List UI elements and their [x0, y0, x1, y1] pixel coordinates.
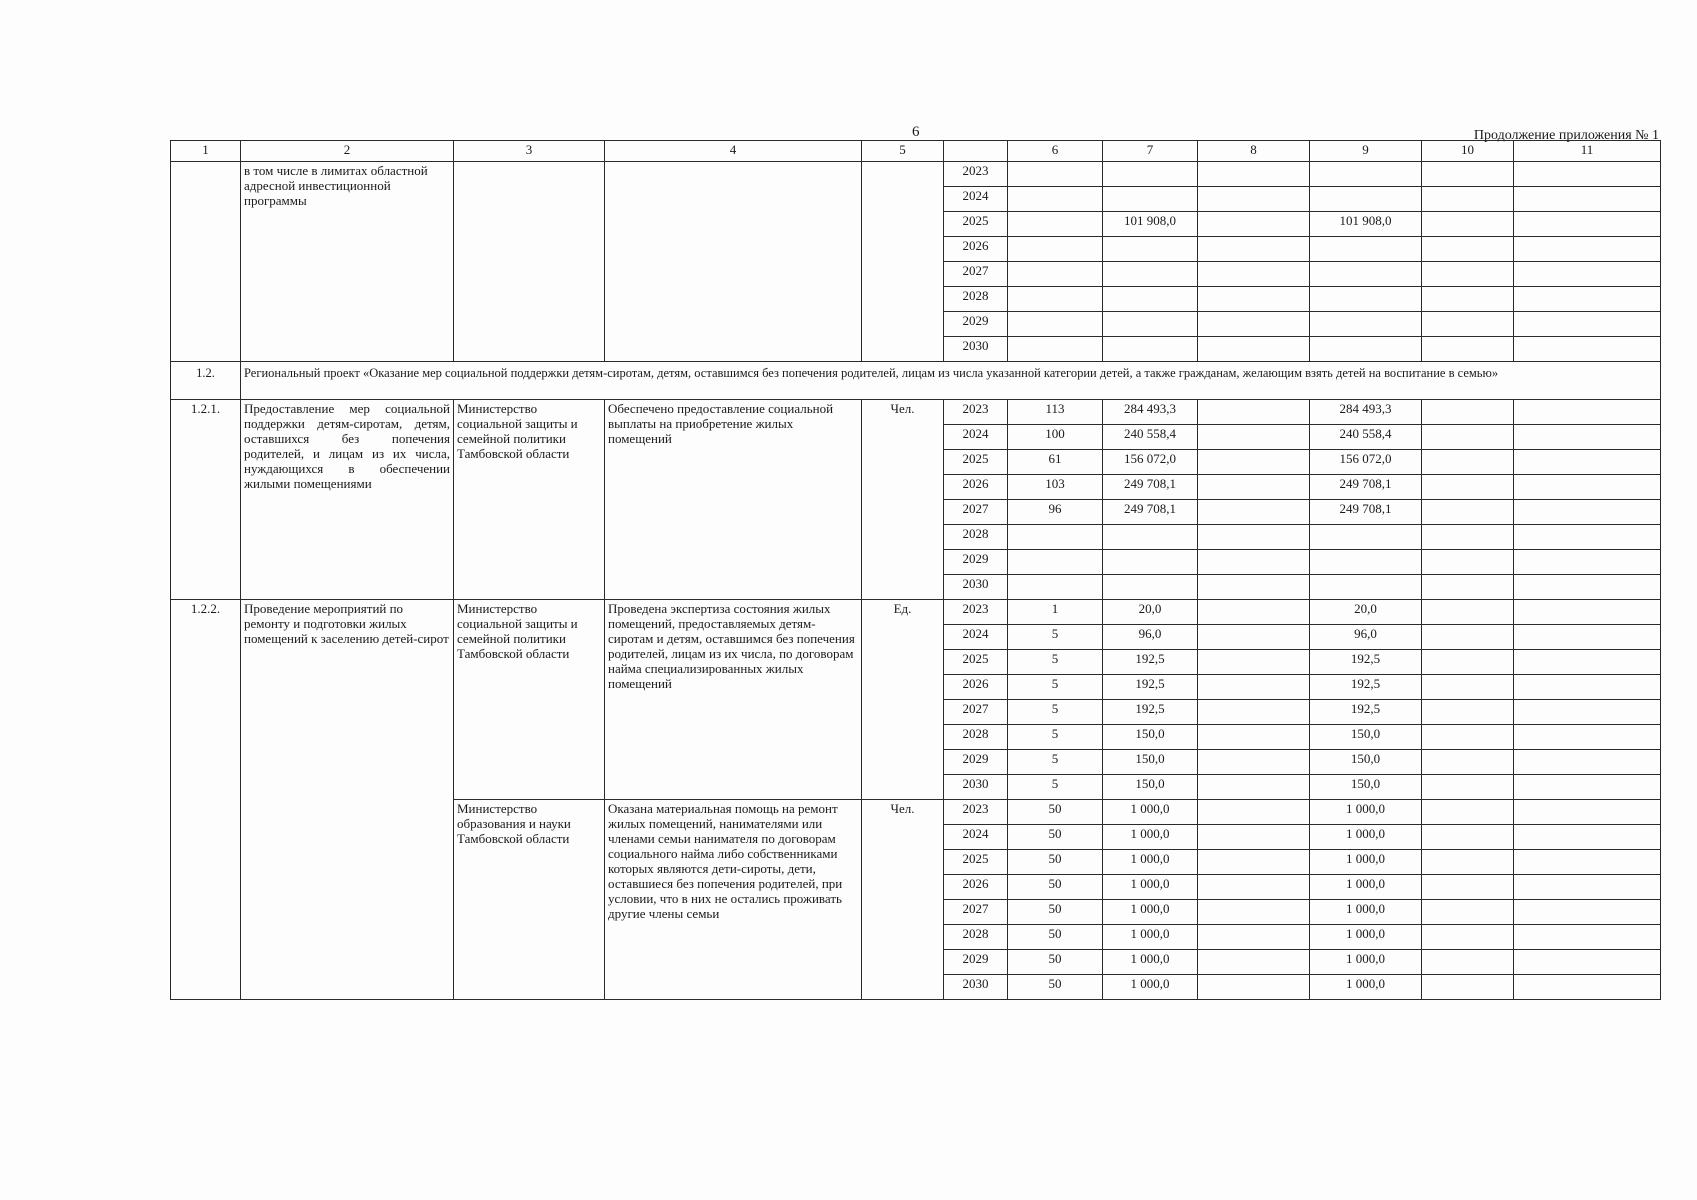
- indicator-value-cell: 50: [1008, 900, 1103, 925]
- other-funding-cell: [1514, 475, 1661, 500]
- federal-funding-cell: [1198, 162, 1310, 187]
- indicator-value-cell: 5: [1008, 700, 1103, 725]
- local-funding-cell: [1422, 500, 1514, 525]
- regional-funding-cell: [1310, 312, 1422, 337]
- year-cell: 2029: [944, 312, 1008, 337]
- indicator-value-cell: 5: [1008, 775, 1103, 800]
- other-funding-cell: [1514, 800, 1661, 825]
- local-funding-cell: [1422, 725, 1514, 750]
- federal-funding-cell: [1198, 775, 1310, 800]
- indicator-value-cell: 50: [1008, 800, 1103, 825]
- indicator-value-cell: [1008, 525, 1103, 550]
- total-funding-cell: [1103, 525, 1198, 550]
- year-cell: 2029: [944, 550, 1008, 575]
- indicator-value-cell: 5: [1008, 725, 1103, 750]
- table-row: [171, 600, 1661, 625]
- total-funding-cell: 249 708,1: [1103, 500, 1198, 525]
- regional-funding-cell: 1 000,0: [1310, 825, 1422, 850]
- federal-funding-cell: [1198, 187, 1310, 212]
- regional-funding-cell: [1310, 550, 1422, 575]
- other-funding-cell: [1514, 700, 1661, 725]
- year-cell: 2027: [944, 262, 1008, 287]
- total-funding-cell: [1103, 337, 1198, 362]
- federal-funding-cell: [1198, 525, 1310, 550]
- other-funding-cell: [1514, 212, 1661, 237]
- other-funding-cell: [1514, 975, 1661, 1000]
- regional-funding-cell: 1 000,0: [1310, 950, 1422, 975]
- page-number: 6: [912, 124, 920, 140]
- indicator-value-cell: [1008, 187, 1103, 212]
- year-cell: 2023: [944, 800, 1008, 825]
- col-header-7: 7: [1103, 141, 1198, 162]
- federal-funding-cell: [1198, 600, 1310, 625]
- total-funding-cell: [1103, 187, 1198, 212]
- col-header-year: [944, 141, 1008, 162]
- other-funding-cell: [1514, 850, 1661, 875]
- federal-funding-cell: [1198, 400, 1310, 425]
- local-funding-cell: [1422, 575, 1514, 600]
- local-funding-cell: [1422, 237, 1514, 262]
- local-funding-cell: [1422, 950, 1514, 975]
- other-funding-cell: [1514, 775, 1661, 800]
- indicator-value-cell: [1008, 262, 1103, 287]
- executor-cell: Министерство образования и науки Тамбовской области: [454, 800, 605, 1000]
- regional-funding-cell: 240 558,4: [1310, 425, 1422, 450]
- year-cell: 2024: [944, 187, 1008, 212]
- federal-funding-cell: [1198, 337, 1310, 362]
- total-funding-cell: 192,5: [1103, 650, 1198, 675]
- federal-funding-cell: [1198, 500, 1310, 525]
- continuation-note: Продолжение приложения № 1: [1473, 128, 1659, 143]
- year-cell: 2030: [944, 975, 1008, 1000]
- result-cell: [605, 162, 862, 362]
- local-funding-cell: [1422, 750, 1514, 775]
- year-cell: 2026: [944, 475, 1008, 500]
- result-cell: Оказана материальная помощь на ремонт жилых помещений, нанимателями или членами семьи нанимателя по договорам социального найма либо собственниками которых являются дети-сироты, дети, оставшиеся без попечения родителей, при условии, что в них не остались проживать другие члены семьи: [605, 800, 862, 1000]
- federal-funding-cell: [1198, 750, 1310, 775]
- total-funding-cell: 150,0: [1103, 775, 1198, 800]
- local-funding-cell: [1422, 825, 1514, 850]
- indicator-value-cell: 5: [1008, 650, 1103, 675]
- total-funding-cell: 20,0: [1103, 600, 1198, 625]
- total-funding-cell: 96,0: [1103, 625, 1198, 650]
- unit-cell: [862, 162, 944, 362]
- total-funding-cell: 1 000,0: [1103, 875, 1198, 900]
- local-funding-cell: [1422, 212, 1514, 237]
- year-cell: 2028: [944, 287, 1008, 312]
- regional-funding-cell: [1310, 287, 1422, 312]
- total-funding-cell: [1103, 287, 1198, 312]
- indicator-value-cell: 100: [1008, 425, 1103, 450]
- year-cell: 2030: [944, 775, 1008, 800]
- federal-funding-cell: [1198, 700, 1310, 725]
- local-funding-cell: [1422, 450, 1514, 475]
- other-funding-cell: [1514, 750, 1661, 775]
- item-name: Проведение мероприятий по ремонту и подготовки жилых помещений к заселению детей-сирот: [241, 600, 454, 1000]
- total-funding-cell: 1 000,0: [1103, 800, 1198, 825]
- year-cell: 2028: [944, 525, 1008, 550]
- local-funding-cell: [1422, 262, 1514, 287]
- year-cell: 2023: [944, 600, 1008, 625]
- other-funding-cell: [1514, 287, 1661, 312]
- year-cell: 2023: [944, 400, 1008, 425]
- local-funding-cell: [1422, 925, 1514, 950]
- other-funding-cell: [1514, 825, 1661, 850]
- federal-funding-cell: [1198, 312, 1310, 337]
- federal-funding-cell: [1198, 650, 1310, 675]
- indicator-value-cell: [1008, 337, 1103, 362]
- federal-funding-cell: [1198, 800, 1310, 825]
- regional-funding-cell: 1 000,0: [1310, 975, 1422, 1000]
- indicator-value-cell: 61: [1008, 450, 1103, 475]
- year-cell: 2025: [944, 450, 1008, 475]
- other-funding-cell: [1514, 337, 1661, 362]
- regional-funding-cell: 284 493,3: [1310, 400, 1422, 425]
- federal-funding-cell: [1198, 950, 1310, 975]
- other-funding-cell: [1514, 262, 1661, 287]
- regional-funding-cell: [1310, 262, 1422, 287]
- federal-funding-cell: [1198, 262, 1310, 287]
- year-cell: 2029: [944, 950, 1008, 975]
- indicator-value-cell: 5: [1008, 675, 1103, 700]
- regional-funding-cell: [1310, 525, 1422, 550]
- total-funding-cell: [1103, 575, 1198, 600]
- item-number: 1.2.1.: [171, 400, 241, 600]
- federal-funding-cell: [1198, 825, 1310, 850]
- local-funding-cell: [1422, 475, 1514, 500]
- federal-funding-cell: [1198, 237, 1310, 262]
- indicator-value-cell: 96: [1008, 500, 1103, 525]
- executor-cell: Министерство социальной защиты и семейной политики Тамбовской области: [454, 600, 605, 800]
- year-cell: 2026: [944, 675, 1008, 700]
- indicator-value-cell: 50: [1008, 850, 1103, 875]
- executor-cell: [454, 162, 605, 362]
- total-funding-cell: 192,5: [1103, 700, 1198, 725]
- year-cell: 2024: [944, 625, 1008, 650]
- regional-funding-cell: 1 000,0: [1310, 925, 1422, 950]
- local-funding-cell: [1422, 287, 1514, 312]
- other-funding-cell: [1514, 237, 1661, 262]
- local-funding-cell: [1422, 400, 1514, 425]
- other-funding-cell: [1514, 525, 1661, 550]
- col-header-4: 4: [605, 141, 862, 162]
- indicator-value-cell: 103: [1008, 475, 1103, 500]
- local-funding-cell: [1422, 162, 1514, 187]
- total-funding-cell: 1 000,0: [1103, 950, 1198, 975]
- year-cell: 2029: [944, 750, 1008, 775]
- federal-funding-cell: [1198, 575, 1310, 600]
- regional-funding-cell: 249 708,1: [1310, 475, 1422, 500]
- other-funding-cell: [1514, 650, 1661, 675]
- unit-cell: Ед.: [862, 600, 944, 800]
- local-funding-cell: [1422, 675, 1514, 700]
- local-funding-cell: [1422, 625, 1514, 650]
- year-cell: 2025: [944, 212, 1008, 237]
- regional-funding-cell: 150,0: [1310, 750, 1422, 775]
- total-funding-cell: [1103, 237, 1198, 262]
- year-cell: 2028: [944, 925, 1008, 950]
- item-number: 1.2.2.: [171, 600, 241, 1000]
- regional-funding-cell: [1310, 237, 1422, 262]
- regional-funding-cell: [1310, 575, 1422, 600]
- total-funding-cell: 101 908,0: [1103, 212, 1198, 237]
- col-header-5: 5: [862, 141, 944, 162]
- indicator-value-cell: [1008, 312, 1103, 337]
- regional-funding-cell: 150,0: [1310, 725, 1422, 750]
- regional-funding-cell: 192,5: [1310, 650, 1422, 675]
- year-cell: 2024: [944, 825, 1008, 850]
- year-cell: 2027: [944, 700, 1008, 725]
- local-funding-cell: [1422, 850, 1514, 875]
- federal-funding-cell: [1198, 287, 1310, 312]
- regional-funding-cell: 150,0: [1310, 775, 1422, 800]
- year-cell: 2026: [944, 237, 1008, 262]
- federal-funding-cell: [1198, 625, 1310, 650]
- other-funding-cell: [1514, 950, 1661, 975]
- federal-funding-cell: [1198, 900, 1310, 925]
- federal-funding-cell: [1198, 675, 1310, 700]
- other-funding-cell: [1514, 550, 1661, 575]
- other-funding-cell: [1514, 925, 1661, 950]
- indicator-value-cell: [1008, 550, 1103, 575]
- other-funding-cell: [1514, 450, 1661, 475]
- section-row: [171, 362, 1661, 400]
- indicator-value-cell: 50: [1008, 925, 1103, 950]
- federal-funding-cell: [1198, 725, 1310, 750]
- total-funding-cell: 284 493,3: [1103, 400, 1198, 425]
- total-funding-cell: 1 000,0: [1103, 900, 1198, 925]
- regional-funding-cell: 96,0: [1310, 625, 1422, 650]
- local-funding-cell: [1422, 425, 1514, 450]
- other-funding-cell: [1514, 600, 1661, 625]
- federal-funding-cell: [1198, 850, 1310, 875]
- year-cell: 2027: [944, 500, 1008, 525]
- local-funding-cell: [1422, 337, 1514, 362]
- regional-funding-cell: 156 072,0: [1310, 450, 1422, 475]
- indicator-value-cell: [1008, 575, 1103, 600]
- local-funding-cell: [1422, 800, 1514, 825]
- other-funding-cell: [1514, 187, 1661, 212]
- total-funding-cell: [1103, 162, 1198, 187]
- year-cell: 2027: [944, 900, 1008, 925]
- regional-funding-cell: 192,5: [1310, 675, 1422, 700]
- local-funding-cell: [1422, 525, 1514, 550]
- year-cell: 2024: [944, 425, 1008, 450]
- other-funding-cell: [1514, 400, 1661, 425]
- local-funding-cell: [1422, 700, 1514, 725]
- num-cell: [171, 162, 241, 362]
- unit-cell: Чел.: [862, 800, 944, 1000]
- federal-funding-cell: [1198, 450, 1310, 475]
- federal-funding-cell: [1198, 875, 1310, 900]
- total-funding-cell: [1103, 262, 1198, 287]
- year-cell: 2026: [944, 875, 1008, 900]
- indicator-value-cell: 5: [1008, 625, 1103, 650]
- federal-funding-cell: [1198, 475, 1310, 500]
- other-funding-cell: [1514, 425, 1661, 450]
- other-funding-cell: [1514, 725, 1661, 750]
- indicator-value-cell: 50: [1008, 875, 1103, 900]
- local-funding-cell: [1422, 312, 1514, 337]
- total-funding-cell: 192,5: [1103, 675, 1198, 700]
- federal-funding-cell: [1198, 212, 1310, 237]
- total-funding-cell: 249 708,1: [1103, 475, 1198, 500]
- other-funding-cell: [1514, 312, 1661, 337]
- result-cell: Обеспечено предоставление социальной выплаты на приобретение жилых помещений: [605, 400, 862, 600]
- regional-funding-cell: 1 000,0: [1310, 900, 1422, 925]
- other-funding-cell: [1514, 162, 1661, 187]
- local-funding-cell: [1422, 775, 1514, 800]
- regional-funding-cell: 20,0: [1310, 600, 1422, 625]
- col-header-11: 11: [1514, 141, 1661, 162]
- col-header-8: 8: [1198, 141, 1310, 162]
- col-header-9: 9: [1310, 141, 1422, 162]
- regional-funding-cell: 249 708,1: [1310, 500, 1422, 525]
- col-header-3: 3: [454, 141, 605, 162]
- other-funding-cell: [1514, 625, 1661, 650]
- local-funding-cell: [1422, 650, 1514, 675]
- col-header-2: 2: [241, 141, 454, 162]
- local-funding-cell: [1422, 600, 1514, 625]
- name-cell: в том числе в лимитах областной адресной инвестиционной программы: [241, 162, 454, 362]
- table-row: [171, 400, 1661, 425]
- other-funding-cell: [1514, 500, 1661, 525]
- indicator-value-cell: 1: [1008, 600, 1103, 625]
- year-cell: 2025: [944, 650, 1008, 675]
- table-row: [171, 162, 1661, 187]
- total-funding-cell: 156 072,0: [1103, 450, 1198, 475]
- section-number: 1.2.: [171, 362, 241, 400]
- total-funding-cell: [1103, 550, 1198, 575]
- result-cell: Проведена экспертиза состояния жилых помещений, предоставляемых детям-сиротам и детям, оставшимся без попечения родителей, лицам из их числа, по договорам найма специализированных жилых помещений: [605, 600, 862, 800]
- federal-funding-cell: [1198, 975, 1310, 1000]
- federal-funding-cell: [1198, 425, 1310, 450]
- col-header-10: 10: [1422, 141, 1514, 162]
- total-funding-cell: [1103, 312, 1198, 337]
- total-funding-cell: 240 558,4: [1103, 425, 1198, 450]
- regional-funding-cell: [1310, 162, 1422, 187]
- item-name: Предоставление мер социальной поддержки детям-сиротам, детям, оставшихся без попечения родителей, и лицам из их числа, нуждающихся в обеспечении жилыми помещениями: [241, 400, 454, 600]
- regional-funding-cell: 1 000,0: [1310, 875, 1422, 900]
- total-funding-cell: 1 000,0: [1103, 825, 1198, 850]
- total-funding-cell: 150,0: [1103, 750, 1198, 775]
- other-funding-cell: [1514, 875, 1661, 900]
- section-title: Региональный проект «Оказание мер социальной поддержки детям-сиротам, детям, оставшимся без попечения родителей, лицам из числа указанной категории детей, а также гражданам, желающим взять детей на воспитание в семью»: [241, 362, 1661, 400]
- total-funding-cell: 1 000,0: [1103, 975, 1198, 1000]
- indicator-value-cell: [1008, 237, 1103, 262]
- federal-funding-cell: [1198, 550, 1310, 575]
- indicator-value-cell: 50: [1008, 975, 1103, 1000]
- year-cell: 2023: [944, 162, 1008, 187]
- local-funding-cell: [1422, 975, 1514, 1000]
- total-funding-cell: 1 000,0: [1103, 850, 1198, 875]
- appendix-table: [170, 140, 1661, 1000]
- indicator-value-cell: [1008, 212, 1103, 237]
- regional-funding-cell: [1310, 187, 1422, 212]
- col-header-1: 1: [171, 141, 241, 162]
- indicator-value-cell: 50: [1008, 950, 1103, 975]
- regional-funding-cell: [1310, 337, 1422, 362]
- year-cell: 2028: [944, 725, 1008, 750]
- indicator-value-cell: 5: [1008, 750, 1103, 775]
- local-funding-cell: [1422, 875, 1514, 900]
- other-funding-cell: [1514, 900, 1661, 925]
- indicator-value-cell: 50: [1008, 825, 1103, 850]
- local-funding-cell: [1422, 900, 1514, 925]
- other-funding-cell: [1514, 575, 1661, 600]
- col-header-6: 6: [1008, 141, 1103, 162]
- total-funding-cell: 150,0: [1103, 725, 1198, 750]
- regional-funding-cell: 101 908,0: [1310, 212, 1422, 237]
- unit-cell: Чел.: [862, 400, 944, 600]
- column-number-header-row: [171, 141, 1661, 162]
- year-cell: 2030: [944, 575, 1008, 600]
- local-funding-cell: [1422, 187, 1514, 212]
- other-funding-cell: [1514, 675, 1661, 700]
- local-funding-cell: [1422, 550, 1514, 575]
- indicator-value-cell: [1008, 287, 1103, 312]
- indicator-value-cell: [1008, 162, 1103, 187]
- regional-funding-cell: 1 000,0: [1310, 850, 1422, 875]
- year-cell: 2025: [944, 850, 1008, 875]
- year-cell: 2030: [944, 337, 1008, 362]
- executor-cell: Министерство социальной защиты и семейной политики Тамбовской области: [454, 400, 605, 600]
- indicator-value-cell: 113: [1008, 400, 1103, 425]
- regional-funding-cell: 1 000,0: [1310, 800, 1422, 825]
- regional-funding-cell: 192,5: [1310, 700, 1422, 725]
- federal-funding-cell: [1198, 925, 1310, 950]
- total-funding-cell: 1 000,0: [1103, 925, 1198, 950]
